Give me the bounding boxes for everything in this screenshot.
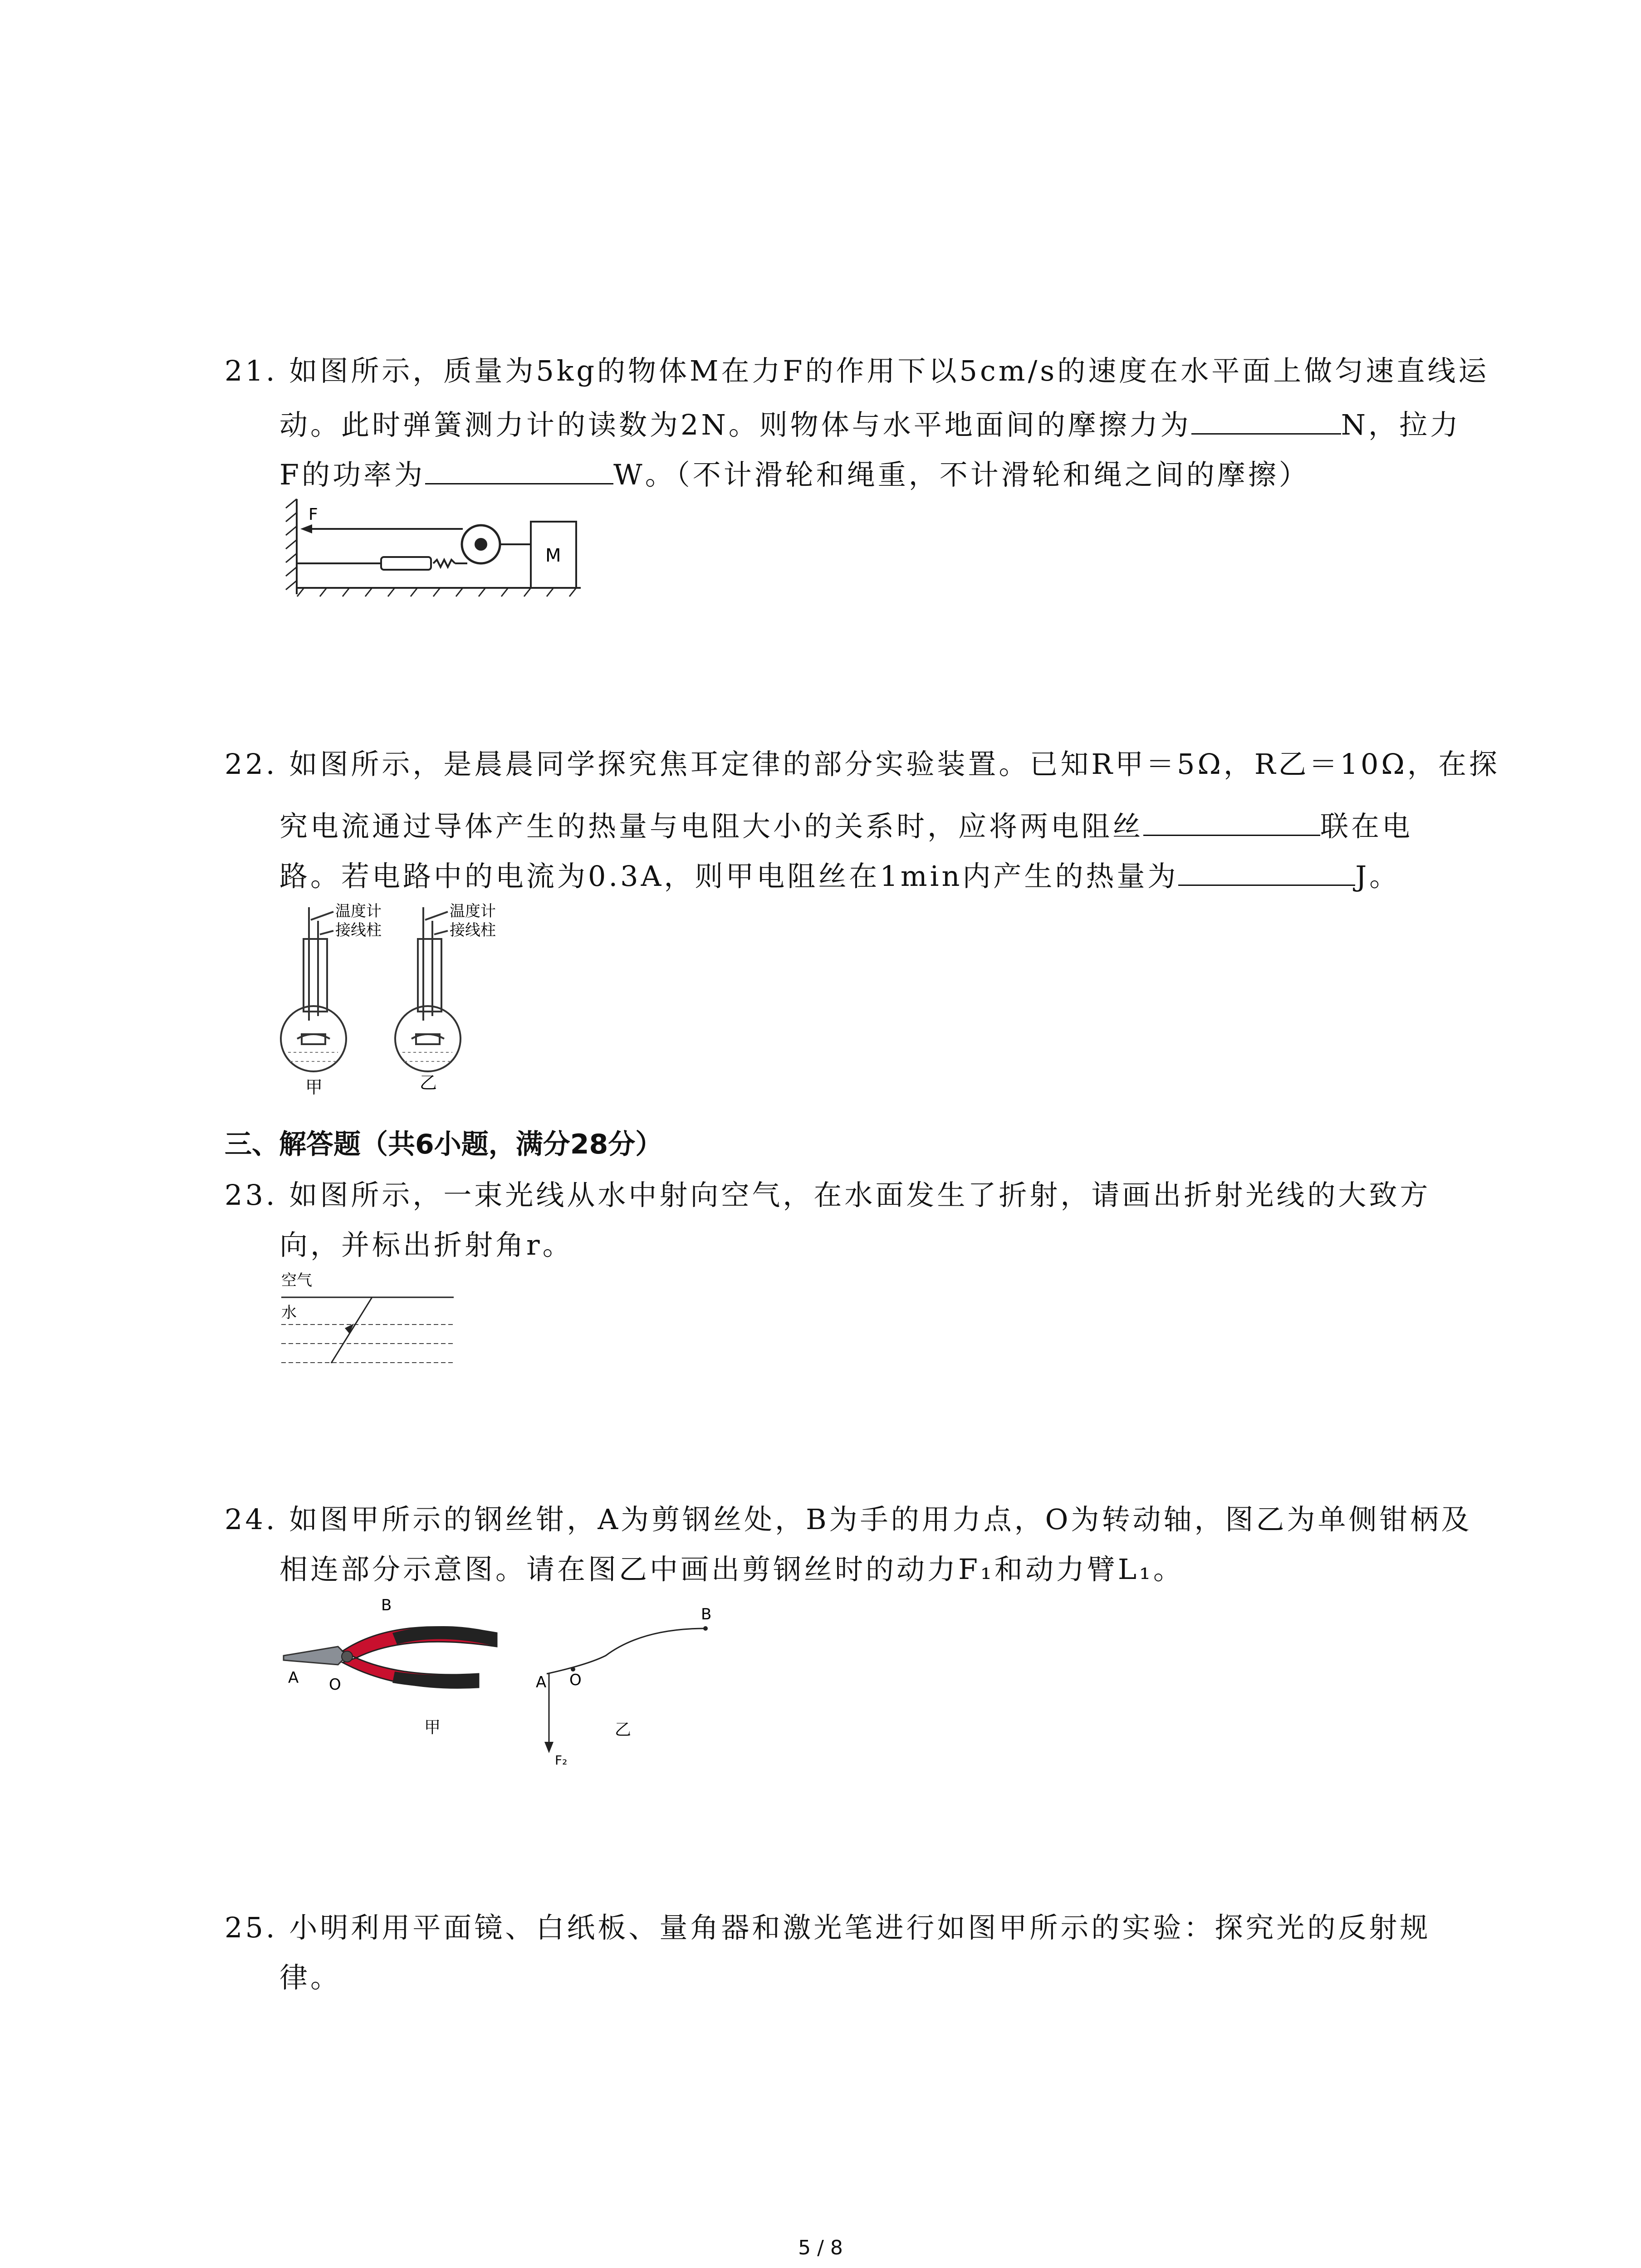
q25-line1 xyxy=(225,1907,1430,1948)
question-text: 律。 xyxy=(279,1961,342,1994)
q23-line1 xyxy=(225,1175,1430,1216)
q24-line2 xyxy=(279,1549,1184,1590)
answer-blank[interactable] xyxy=(1191,401,1341,435)
force-arrow xyxy=(300,524,312,533)
question-text: 如图所示，质量为5kg的物体M在力F的作用下以5cm/s的速度在水平面上做匀速直线运 xyxy=(289,354,1489,387)
q21-line1 xyxy=(225,351,1489,391)
label-B: B xyxy=(381,1596,392,1614)
section-title: 三、解答题（共6小题，满分28分） xyxy=(225,1129,663,1160)
question-number: 24. xyxy=(225,1503,278,1536)
q22-line3 xyxy=(279,853,1400,897)
figure-label-left: 甲 xyxy=(424,1718,441,1737)
answer-blank[interactable] xyxy=(425,451,613,484)
thermometer-label: 温度计 xyxy=(450,902,496,920)
question-text: W。（不计滑轮和绳重，不计滑轮和绳之间的摩擦） xyxy=(613,458,1310,491)
question-text: 如图所示，是晨晨同学探究焦耳定律的部分实验装置。已知R甲＝5Ω，R乙＝10Ω，在探 xyxy=(289,748,1500,781)
q25-line2 xyxy=(279,1957,341,1998)
force-F2-arrow xyxy=(544,1742,554,1753)
answer-blank[interactable] xyxy=(1178,853,1355,886)
question-text: 向，并标出折射角r。 xyxy=(279,1228,573,1261)
stopper-left xyxy=(304,939,327,1012)
q21-line3 xyxy=(279,451,1310,495)
spring-scale xyxy=(381,557,431,570)
question-number: 23. xyxy=(225,1178,278,1212)
label-A: A xyxy=(536,1673,547,1691)
block-label: M xyxy=(545,545,561,566)
q24-line1 xyxy=(225,1499,1472,1540)
question-text: 究电流通过导体产生的热量与电阻大小的关系时，应将两电阻丝 xyxy=(279,810,1144,843)
handle-curve xyxy=(547,1628,705,1674)
point-B xyxy=(703,1626,708,1631)
pliers-diagram xyxy=(279,1596,733,1774)
question-text: J。 xyxy=(1355,860,1401,893)
wall-hatch xyxy=(286,499,297,590)
terminal-label: 接线柱 xyxy=(450,921,496,939)
question-text: F的功率为 xyxy=(279,458,426,491)
q23-line2 xyxy=(279,1225,573,1266)
refraction-diagram xyxy=(281,1270,463,1379)
label-F2: F₂ xyxy=(555,1753,568,1768)
q21-line2 xyxy=(279,401,1461,445)
thermometer-label: 温度计 xyxy=(335,902,382,920)
question-text: 如图甲所示的钢丝钳，A为剪钢丝处，B为手的用力点，O为转动轴，图乙为单侧钳柄及 xyxy=(289,1503,1472,1536)
question-text: 如图所示，一束光线从水中射向空气，在水面发生了折射，请画出折射光线的大致方 xyxy=(289,1178,1431,1212)
q22-line2 xyxy=(279,803,1413,847)
label-O: O xyxy=(569,1671,582,1689)
figure-label-right: 乙 xyxy=(615,1721,632,1739)
pliers-image xyxy=(284,1626,497,1688)
label-B: B xyxy=(701,1605,712,1623)
label-O: O xyxy=(329,1676,341,1694)
question-number: 21. xyxy=(225,354,278,387)
question-text: 动。此时弹簧测力计的读数为2N。则物体与水平地面间的摩擦力为 xyxy=(279,408,1191,441)
water-label: 水 xyxy=(281,1304,297,1322)
answer-blank[interactable] xyxy=(1143,803,1320,836)
joule-apparatus-diagram xyxy=(279,903,515,1102)
incident-ray xyxy=(331,1297,372,1363)
question-text: N，拉力 xyxy=(1341,408,1461,441)
question-number: 25. xyxy=(225,1911,278,1944)
q22-line1 xyxy=(225,744,1500,785)
question-text: 小明利用平面镜、白纸板、量角器和激光笔进行如图甲所示的实验：探究光的反射规 xyxy=(289,1911,1431,1944)
question-text: 相连部分示意图。请在图乙中画出剪钢丝时的动力F₁和动力臂L₁。 xyxy=(279,1553,1184,1586)
question-number: 22. xyxy=(225,748,278,781)
stopper-right xyxy=(418,939,441,1012)
force-label: F xyxy=(309,505,318,524)
terminal-label: 接线柱 xyxy=(335,921,382,939)
flask-label-left: 甲 xyxy=(305,1077,323,1097)
question-text: 路。若电路中的电流为0.3A，则甲电阻丝在1min内产生的热量为 xyxy=(279,860,1179,893)
page-number: 5 / 8 xyxy=(798,2236,843,2259)
pulley-diagram xyxy=(286,499,585,603)
ground-hatch xyxy=(297,588,576,596)
question-text: 联在电 xyxy=(1320,810,1413,843)
label-A: A xyxy=(288,1669,299,1687)
air-label: 空气 xyxy=(281,1271,312,1290)
flask-label-right: 乙 xyxy=(420,1073,437,1093)
spring xyxy=(433,560,455,567)
